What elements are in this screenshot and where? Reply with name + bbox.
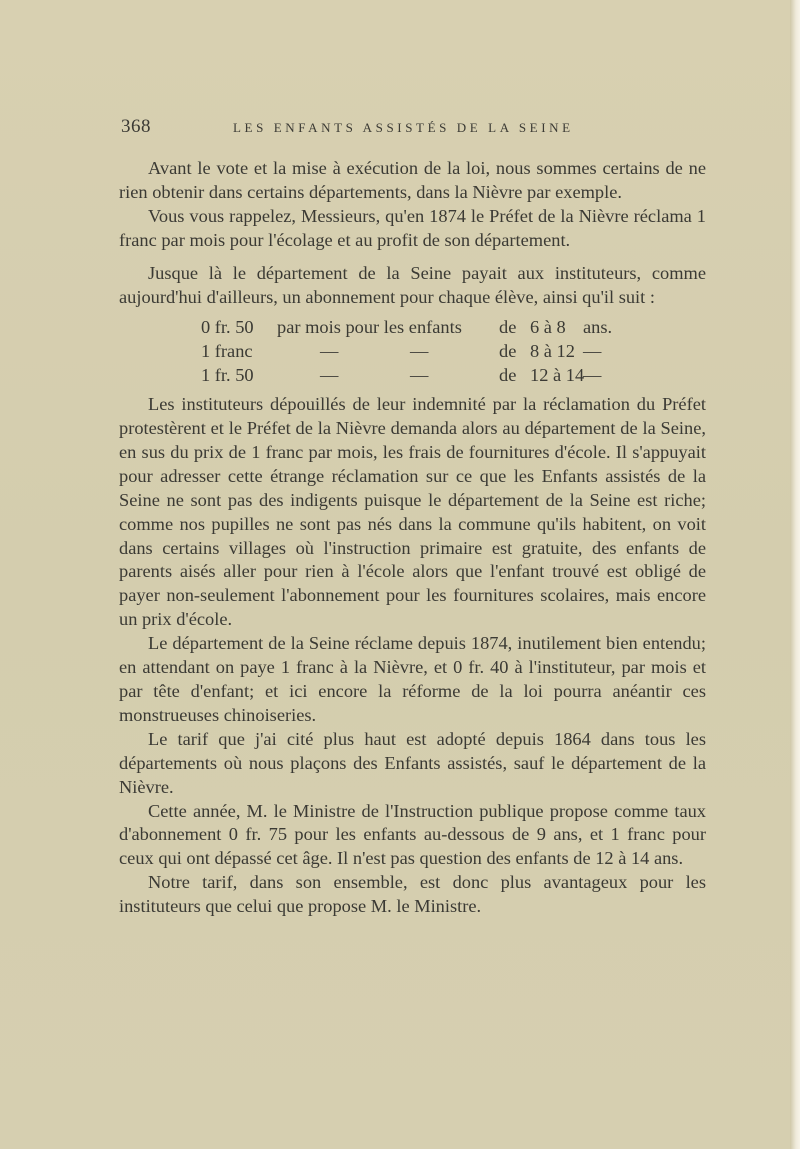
tariff-de: de bbox=[499, 365, 517, 386]
tariff-row bbox=[119, 364, 706, 388]
tariff-amount: 1 franc bbox=[201, 341, 253, 362]
tariff-suffix: — bbox=[583, 341, 602, 362]
paragraph: Le département de la Seine réclame depuis 1874, inutilement bien entendu; en attendant on paye 1 franc à la Nièvre, et 0 fr. 40 à l'instituteur, par mois et par tête d'enfant; et ici encore la réforme de la loi pourra anéantir ces monstrueuses chinoiseries. bbox=[119, 633, 706, 725]
tariff-ages: 6 à 8 bbox=[530, 317, 566, 338]
tariff-amount: 0 fr. 50 bbox=[201, 317, 254, 338]
tariff-amount: 1 fr. 50 bbox=[201, 365, 254, 386]
tariff-row bbox=[119, 316, 706, 340]
tariff-suffix: ans. bbox=[583, 317, 613, 338]
paragraph: Le tarif que j'ai cité plus haut est adopté depuis 1864 dans tous les départements où nous plaçons des Enfants assistés, sauf le département de la Nièvre. bbox=[119, 728, 706, 797]
tariff-table bbox=[119, 316, 706, 388]
page-edge bbox=[790, 0, 800, 1149]
ditto-dash: — bbox=[410, 365, 429, 386]
tariff-ages: 12 à 14 bbox=[530, 365, 585, 386]
page-number: 368 bbox=[121, 116, 151, 137]
page-header bbox=[121, 116, 587, 142]
paragraph: Les instituteurs dépouillés de leur indemnité par la réclamation du Préfet protestèrent et le Préfet de la Nièvre demanda alors au département de la Seine, en sus du prix de 1 franc par mois, les frais de fournitures d'école. Il s'appuyait pour adresser cette étrange réclamation sur ce que les Enfants assistés de la Seine ne sont pas des indigents puisque le département de la Seine est riche; comme nos pupilles ne sont pas nés dans la commune qu'ils habitent, on voit dans certains villages où l'instruction primaire est gratuite, des enfants de parents aisés aller pour rien à l'école alors que l'enfant trouvé est obligé de payer non-seulement l'abonnement pour les fournitures scolaires, mais encore un prix d'école. bbox=[119, 394, 706, 630]
ditto-dash: — bbox=[320, 341, 339, 362]
tariff-row bbox=[119, 340, 706, 364]
ditto-dash: — bbox=[320, 365, 339, 386]
paragraph: Vous vous rappelez, Messieurs, qu'en 1874 le Préfet de la Nièvre réclama 1 franc par mois pour l'écolage et au profit de son département. bbox=[119, 205, 706, 250]
tariff-de: de bbox=[499, 341, 517, 362]
paragraph: Notre tarif, dans son ensemble, est donc plus avantageux pour les instituteurs que celui que propose M. le Ministre. bbox=[119, 872, 706, 917]
paragraph: Avant le vote et la mise à exécution de la loi, nous sommes certains de ne rien obtenir dans certains départements, dans la Nièvre par exemple. bbox=[119, 158, 706, 202]
tariff-ages: 8 à 12 bbox=[530, 341, 575, 362]
running-title: LES ENFANTS ASSISTÉS DE LA SEINE bbox=[233, 120, 574, 135]
tariff-suffix: — bbox=[583, 365, 602, 386]
tariff-description: par mois pour les enfants bbox=[277, 317, 462, 338]
body-text bbox=[119, 157, 706, 919]
paragraph: Cette année, M. le Ministre de l'Instruction publique propose comme taux d'abonnement 0 fr. 75 pour les enfants au-dessous de 9 ans, et 1 franc pour ceux qui ont dépassé cet âge. Il n'est pas question des enfants de 12 à 14 ans. bbox=[119, 800, 706, 869]
tariff-de: de bbox=[499, 317, 517, 338]
ditto-dash: — bbox=[410, 341, 429, 362]
paragraph: Jusque là le département de la Seine payait aux instituteurs, comme aujourd'hui d'ailleurs, un abonnement pour chaque élève, ainsi qu'il suit : bbox=[119, 262, 706, 307]
